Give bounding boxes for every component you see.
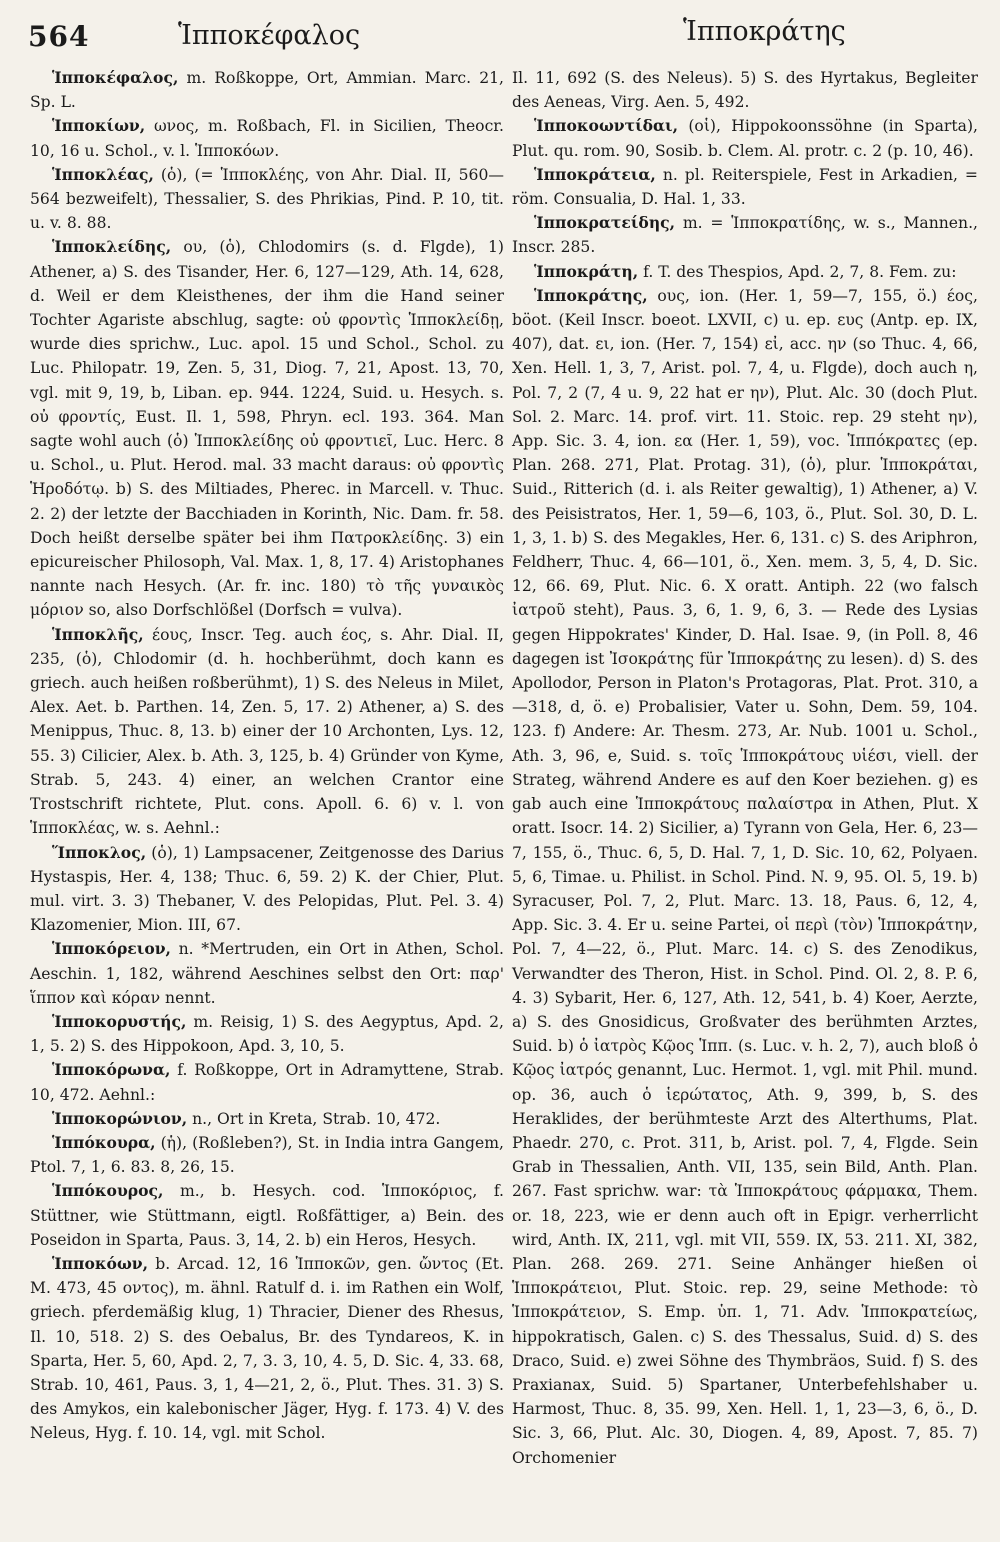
entry-text: n., Ort in Kreta, Strab. 10, 472.: [187, 1109, 441, 1128]
dictionary-entry: [512, 114, 978, 162]
entry-text: m. = Ἱπποκρατίδης, w. s., Mannen., Inscr. 285.: [512, 214, 978, 257]
entry-text: n. pl. Reiterspiele, Fest in Arkadien, = röm. Consualia, D. Hal. 1, 33.: [512, 165, 978, 209]
entry-text: (ὁ), 1) Lampsacener, Zeitgenosse des Darius Hystaspis, Her. 4, 138; Thuc. 6, 59. 2) K. der Chier, Plut. mul. virt. 3. 3) Thebaner, V. des Pelopidas, Plut. Pel. 3. 4) Klazomenier, Mion. III, 67.: [30, 843, 504, 935]
dictionary-entry: [30, 1010, 504, 1058]
entry-headword: Ἱππόκουρα,: [52, 1132, 156, 1152]
entry-headword: Ἱπποκίων,: [52, 116, 146, 136]
dictionary-entry: [512, 260, 978, 284]
entry-text: n. *Mertruden, ein Ort in Athen, Schol. Aeschin. 1, 182, während Aeschines selbst den Ort: παρ' ἵππον καὶ κόραν nennt.: [30, 940, 504, 1007]
entry-text: b. Arcad. 12, 16 Ἱπποκῶν, gen. ὤντος (Et. M. 473, 45 οντος), m. ähnl. Ratulf d. i. im Rathen ein Wolf, griech. pferdemäßig klug, 1) Thracier, Diener des Rhesus, Il. 10, 518. 2) S. des Oebalus, Br. des Tyndareos, K. in Sparta, Her. 5, 60, Apd. 2, 7, 3. 3, 10, 4. 5, D. Sic. 4, 33. 68, Strab. 10, 461, Paus. 3, 1, 4—21, 2, ö., Plut. Thes. 31. 3) S. des Amykos, ein kalebonischer Jäger, Hyg. f. 173. 4) V. des Neleus, Hyg. f. 10. 14, vgl. mit Schol.: [30, 1254, 504, 1443]
entry-headword: Ἱπποκοωντίδαι,: [534, 116, 679, 136]
entry-headword: Ἱπποκλέας,: [52, 164, 154, 184]
entry-headword: Ἱπποκράτης,: [534, 285, 648, 305]
entry-text: f. Roßkoppe, Ort in Adramyttene, Strab. 10, 472. Aehnl.:: [30, 1061, 504, 1104]
running-headword-left: Ἱπποκέφαλος: [178, 20, 361, 51]
entry-headword: Ἱπποκράτεια,: [534, 164, 656, 184]
entry-headword: Ἱπποκόρειον,: [52, 939, 171, 959]
entry-headword: Ἱπποκορυστής,: [52, 1011, 187, 1031]
dictionary-entry: [30, 1179, 504, 1252]
dictionary-entry: [512, 211, 978, 259]
dictionary-entry: [30, 66, 504, 114]
entry-text: ους, ion. (Her. 1, 59—7, 155, ö.) έος, böot. (Keil Inscr. boeot. LXVII, c) u. ep. ευς (Antp. ep. IX, 407), dat. ει, ion. (Her. 7, 154) εἰ, acc. ην (so Thuc. 4, 66, Xen. Hell. 1, 3, 7, Arist. pol. 7, 4, u. Flgde), doch auch η, Pol. 7, 2 (7, 4 u. 9, 22 hat er ην), Plut. Alc. 30 (doch Plut. Sol. 2. Marc. 14. prof. virt. 11. Stoic. rep. 29 steht ην), App. Sic. 3. 4, ion. εα (Her. 1, 59), voc. Ἱππόκρατες (ep. Plan. 268. 271, Plat. Protag. 31), (ὁ), plur. Ἱπποκράται, Suid., Ritterich (d. i. als Reiter gewaltig), 1) Athener, a) V. des Peisistratos, Her. 1, 59—6, 103, ö., Plut. Sol. 30, D. L. 1, 3, 1. b) S. des Megakles, Her. 6, 131. c) S. des Ariphron, Feldherr, Thuc. 4, 66—101, ö., Xen. mem. 3, 5, 4, D. Sic. 12, 66. 69, Plut. Nic. 6. X oratt. Antiph. 22 (wo falsch ἰατροῦ steht), Paus. 3, 6, 1. 9, 6, 3. — Rede des Lysias gegen Hippokrates' Kinder, D. Hal. Isae. 9, (in Poll. 8, 46 dagegen ist Ἰσοκράτης für Ἱπποκράτης zu lesen). d) S. des Apollodor, Person in Platon's Protagoras, Plat. Prot. 310, a—318, d, ö. e) Probalisier, Vater u. Sohn, Dem. 59, 104. 123. f) Andere: Ar. Thesm. 273, Ar. Nub. 1001 u. Schol., Ath. 3, 96, e, Suid. s. τοῖς Ἱπποκράτους υἱέσι, viell. der Strateg, während Andere es auf den Koer beziehen. g) es gab auch eine Ἱπποκράτους παλαίστρα in Athen, Plut. X oratt. Isocr. 14. 2) Sicilier, a) Tyrann von Gela, Her. 6, 23—7, 155, ö., Thuc. 6, 5, D. Hal. 7, 1, D. Sic. 10, 62, Polyaen. 5, 6, Timae. u. Philist. in Schol. Pind. N. 9, 95. Ol. 5, 19. b) Syracuser, Pol. 7, 2, Plut. Marc. 13. 18, Paus. 6, 12, 4, App. Sic. 3. 4. Er u. seine Partei, οἱ περὶ (τὸν) Ἱπποκράτην, Pol. 7, 4—22, ö., Plut. Marc. 14. c) S. des Zenodikus, Verwandter des Theron, Hist. in Schol. Pind. Ol. 2, 8. P. 6, 4. 3) Sybarit, Her. 6, 127, Ath. 12, 541, b. 4) Koer, Aerzte, a) S. des Gnosidicus, Großvater des berühmten Arztes, Suid. b) ὁ ἰατρὸς Κῷος Ἱππ. (s. Luc. v. h. 2, 7), auch bloß ὁ Κῷος ἰατρός genannt, Luc. Hermot. 1, vgl. mit Phil. mund. op. 36, auch ὁ ἱερώτατος, Ath. 9, 399, b, S. des Heraklides, der berühmteste Arzt des Alterthums, Plat. Phaedr. 270, c. Prot. 311, b, Arist. pol. 7, 4, Flgde. Sein Grab in Thessalien, Anth. VII, 135, sein Bild, Anth. Plan. 267. Fast sprichw. war: τὰ Ἱπποκράτους φάρμακα, Them. or. 18, 223, wie er denn auch oft in Epigr. verherrlicht wird, Anth. IX, 211, vgl. mit VII, 559. IX, 53. 211. XI, 382, Plan. 268. 269. 271. Seine Anhänger hießen οἱ Ἱπποκράτειοι, Plut. Stoic. rep. 29, seine Methode: τὸ Ἱπποκράτειον, S. Emp. ὑπ. 1, 71. Adv. Ἱπποκρατείως, hippokratisch, Galen. c) S. des Thessalus, Suid. d) S. des Draco, Suid. e) zwei Söhne des Thymbräos, Suid. f) S. des Praxianax, Suid. 5) Spartaner, Unterbefehlshaber u. Harmost, Thuc. 8, 35. 99, Xen. Hell. 1, 1, 23—3, 6, ö., D. Sic. 3, 66, Plut. Alc. 30, Diogen. 4, 89, Apost. 7, 85. 7) Orchomenier: [512, 286, 978, 1467]
entry-text: (οἱ), Hippokoonssöhne (in Sparta), Plut. qu. rom. 90, Sosib. b. Clem. Al. protr. c. 2 (p. 10, 46).: [512, 117, 978, 160]
entry-headword: Ἱπποκέφαλος,: [52, 68, 179, 87]
dictionary-entry: [30, 937, 504, 1010]
dictionary-entry: [30, 163, 504, 236]
entry-headword: Ἱππόκουρος,: [52, 1181, 164, 1201]
dictionary-entry: [30, 841, 504, 938]
dictionary-entry: [30, 235, 504, 622]
entry-text: (ἡ), (Roßleben?), St. in India intra Gangem, Ptol. 7, 1, 6. 83. 8, 26, 15.: [30, 1133, 504, 1177]
dictionary-entry: [512, 284, 978, 1470]
entry-text: Il. 11, 692 (S. des Neleus). 5) S. des Hyrtakus, Begleiter des Aeneas, Virg. Aen. 5, 492.: [512, 69, 978, 112]
dictionary-entry: [512, 66, 978, 114]
dictionary-entry: [30, 1252, 504, 1446]
entry-headword: Ἱπποκλῆς,: [52, 624, 144, 644]
entry-text: m. Roßkoppe, Ort, Ammian. Marc. 21, Sp. L.: [30, 69, 504, 112]
running-headword-right: Ἱπποκράτης: [683, 16, 846, 47]
page-number: 564: [28, 20, 90, 53]
dictionary-entry: [30, 114, 504, 162]
left-column: [30, 66, 504, 1446]
entry-text: f. T. des Thespios, Apd. 2, 7, 8. Fem. zu:: [638, 262, 957, 281]
entry-headword: Ἱπποκόρωνα,: [52, 1060, 171, 1080]
entry-text: m. Reisig, 1) S. des Aegyptus, Apd. 2, 1, 5. 2) S. des Hippokoon, Apd. 3, 10, 5.: [30, 1012, 504, 1056]
entry-text: ου, (ὁ), Chlodomirs (s. d. Flgde), 1) Athener, a) S. des Tisander, Her. 6, 127—129, Ath. 14, 628, d. Weil er dem Kleisthenes, der ihm die Hand seiner Tochter Agariste abschlug, sagte: οὐ φροντὶς Ἱπποκλείδῃ, wurde dies sprichw., Luc. apol. 15 und Schol., Schol. zu Luc. Philopatr. 19, Zen. 5, 31, Diog. 7, 21, Apost. 13, 70, vgl. mit 9, 19, b, Liban. ep. 944. 1224, Suid. u. Hesych. s. οὐ φροντίς, Eust. Il. 1, 598, Phryn. ecl. 193. 364. Man sagte wohl auch (ὁ) Ἱπποκλείδης οὐ φροντιεῖ, Luc. Herc. 8 u. Schol., u. Plut. Herod. mal. 33 macht daraus: οὐ φροντὶς Ἡροδότῳ. b) S. des Miltiades, Pherec. in Marcell. v. Thuc. 2. 2) der letzte der Bacchiaden in Korinth, Nic. Dam. fr. 58. Doch heißt derselbe später bei ihm Πατροκλείδης. 3) ein epicureischer Philosoph, Val. Max. 1, 8, 17. 4) Aristophanes nannte nach Hesych. (Ar. fr. inc. 180) τὸ τῆς γυναικὸς μόριον so, also Dorfschlößel (Dorfsch = vulva).: [30, 238, 504, 620]
entry-headword: Ἱπποκρατείδης,: [534, 213, 676, 233]
dictionary-entry: [30, 1107, 504, 1131]
entry-headword: Ἵπποκλος,: [52, 842, 147, 862]
dictionary-entry: [30, 1131, 504, 1179]
entry-text: m., b. Hesych. cod. Ἱπποκόριος, f. Stüttner, wie Stüttmann, eigtl. Roßfättiger, a) Bein. des Poseidon in Sparta, Paus. 3, 14, 2. b) ein Heros, Hesych.: [30, 1182, 504, 1249]
dictionary-entry: [30, 1058, 504, 1106]
dictionary-entry: [30, 623, 504, 841]
entry-text: (ὁ), (= Ἱπποκλέης, von Ahr. Dial. II, 560—564 bezweifelt), Thessalier, S. des Phrikias, Pind. P. 10, tit. u. v. 8. 88.: [30, 165, 504, 233]
entry-headword: Ἱπποκόων,: [52, 1253, 149, 1273]
dictionary-entry: [512, 163, 978, 211]
entry-text: ωνος, m. Roßbach, Fl. in Sicilien, Theocr. 10, 16 u. Schol., v. l. Ἱπποκόων.: [30, 117, 504, 160]
page-header: [28, 14, 990, 58]
entry-text: έους, Inscr. Teg. auch έος, s. Ahr. Dial. II, 235, (ὁ), Chlodomir (d. h. hochberühmt, doch kann es griech. auch heißen roßberühmt), 1) S. des Neleus in Milet, Alex. Aet. b. Parthen. 14, Zen. 5, 17. 2) Athener, a) S. des Menippus, Thuc. 8, 13. b) einer der 10 Archonten, Lys. 12, 55. 3) Cilicier, Alex. b. Ath. 3, 125, b. 4) Gründer von Kyme, Strab. 5, 243. 4) einer, an welchen Crantor eine Trostschrift richtete, Plut. cons. Apoll. 6. 6) v. l. von Ἱπποκλέας, w. s. Aehnl.:: [30, 625, 504, 838]
entry-headword: Ἱπποκράτη,: [534, 261, 639, 281]
right-column: [512, 66, 978, 1470]
entry-headword: Ἱπποκλείδης,: [52, 237, 172, 257]
entry-headword: Ἱπποκορώνιον,: [52, 1108, 188, 1128]
